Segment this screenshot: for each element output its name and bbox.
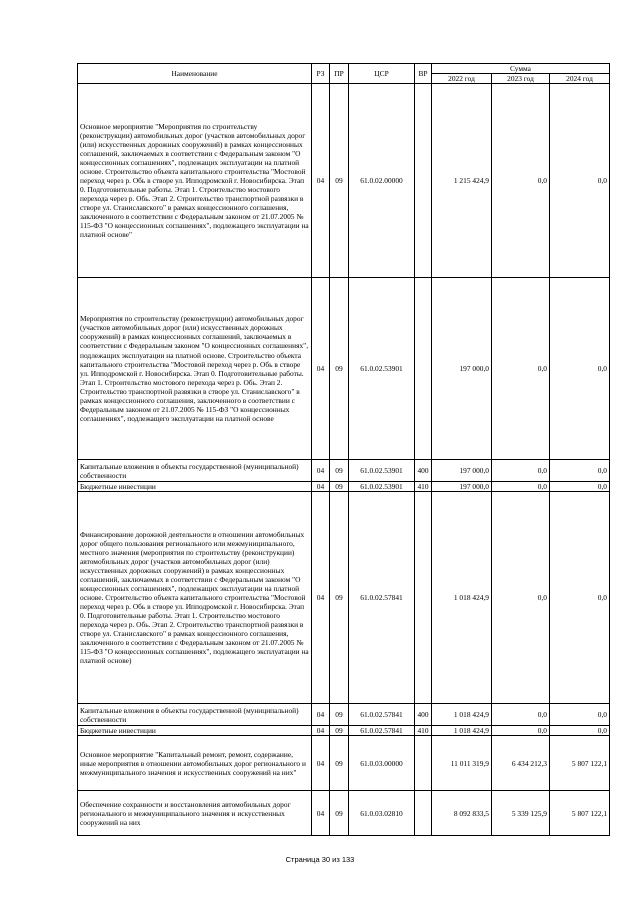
row-name: Основное мероприятие "Капитальный ремонт, ремонт, содержание, иные мероприятия в отношении автомобильных дорог регионального и межмуниципального значения и искусственных сооружений на них" [78,736,312,791]
row-vr: 410 [415,482,432,492]
row-pr: 09 [330,482,349,492]
table-row [78,704,610,726]
row-vr [415,492,432,704]
row-rz: 04 [312,460,330,482]
header-csr: ЦСР [349,64,415,84]
row-name: Капитальные вложения в объекты государственной (муниципальной) собственности [78,460,312,482]
row-sum-2024: 0,0 [550,460,610,482]
row-vr: 400 [415,704,432,726]
table-row [78,726,610,736]
header-rz: РЗ [312,64,330,84]
row-name: Бюджетные инвестиции [78,482,312,492]
row-vr: 410 [415,726,432,736]
row-rz: 04 [312,482,330,492]
row-pr: 09 [330,460,349,482]
row-name: Финансирование дорожной деятельности в отношении автомобильных дорог общего пользования регионального или межмуниципального, местного значения (мероприятия по строительству (реконструкции) автомобильных дорог (участков автомобильных дорог (или) искусственных дорожных сооружений) в рамках концессионных соглашений, заключаемых в соответствии с Федеральным законом "О концессионных соглашениях", подлежащих эксплуатации на платной основе. Строительство объекта капитального строительства "Мостовой переход через р. Обь в створе ул. Ипподромской г. Новосибирска. Этап 0. Подготовительные работы. Этап 1. Строительство мостового перехода через р. Обь. Этап 2. Строительство транспортной развязки в створе ул. Станиславского" в рамках концессионного соглашения, заключенного в соответствии с Федеральным законом от 21.07.2005 № 115-ФЗ "О концессионных соглашениях", подлежащего эксплуатации на платной основе) [78,492,312,704]
row-sum-2022: 8 092 833,5 [432,791,492,836]
row-sum-2022: 1 215 424,9 [432,84,492,278]
header-sum: Сумма [432,64,610,74]
row-sum-2024: 0,0 [550,278,610,460]
header-year-2023: 2023 год [492,74,550,84]
row-name: Обеспечение сохранности и восстановления автомобильных дорог регионального и межмуниципального значения и искусственных сооружений на них [78,791,312,836]
row-sum-2023: 0,0 [492,726,550,736]
row-rz: 04 [312,791,330,836]
row-rz: 04 [312,736,330,791]
row-name: Мероприятия по строительству (реконструкции) автомобильных дорог (участков автомобильных дорог (или) искусственных дорожных сооружений) в рамках концессионных соглашений, заключаемых в соответствии с Федеральным законом "О концессионных соглашениях", подлежащих эксплуатации на платной основе. Строительство объекта капитального строительства "Мостовой переход через р. Обь в створе ул. Ипподромской г. Новосибирска. Этап 0. Подготовительные работы. Этап 1. Строительство мостового перехода через р. Обь. Этап 2. Строительство транспортной развязки в створе ул. Станиславского" в рамках концессионного соглашения, заключенного в соответствии с Федеральным законом от 21.07.2005 № 115-ФЗ "О концессионных соглашениях", подлежащего эксплуатации на платной основе [78,278,312,460]
row-csr: 61.0.03.00000 [349,736,415,791]
row-csr: 61.0.02.53901 [349,460,415,482]
row-csr: 61.0.03.02810 [349,791,415,836]
row-name: Капитальные вложения в объекты государственной (муниципальной) собственности [78,704,312,726]
row-vr [415,278,432,460]
row-sum-2023: 0,0 [492,278,550,460]
table-row [78,460,610,482]
row-csr: 61.0.02.53901 [349,482,415,492]
row-sum-2023: 0,0 [492,482,550,492]
row-pr: 09 [330,704,349,726]
row-sum-2023: 5 339 125,9 [492,791,550,836]
header-year-2024: 2024 год [550,74,610,84]
row-rz: 04 [312,726,330,736]
row-sum-2022: 197 000,0 [432,482,492,492]
row-sum-2022: 197 000,0 [432,278,492,460]
table-row [78,278,610,460]
row-sum-2024: 0,0 [550,726,610,736]
row-name: Бюджетные инвестиции [78,726,312,736]
header-vr: ВР [415,64,432,84]
row-vr [415,791,432,836]
header-name: Наименование [78,64,312,84]
header-year-2022: 2022 год [432,74,492,84]
row-sum-2023: 6 434 212,3 [492,736,550,791]
row-sum-2022: 1 018 424,9 [432,492,492,704]
row-sum-2023: 0,0 [492,460,550,482]
row-sum-2024: 0,0 [550,704,610,726]
row-csr: 61.0.02.00000 [349,84,415,278]
row-rz: 04 [312,278,330,460]
row-sum-2024: 5 807 122,1 [550,791,610,836]
row-sum-2022: 1 018 424,9 [432,726,492,736]
row-sum-2023: 0,0 [492,704,550,726]
row-csr: 61.0.02.53901 [349,278,415,460]
budget-table [77,63,610,836]
row-csr: 61.0.02.57841 [349,492,415,704]
row-vr [415,736,432,791]
row-sum-2022: 1 018 424,9 [432,704,492,726]
table-row [78,736,610,791]
row-sum-2024: 5 807 122,1 [550,736,610,791]
row-sum-2024: 0,0 [550,84,610,278]
table-row [78,492,610,704]
table-row [78,84,610,278]
row-pr: 09 [330,736,349,791]
row-rz: 04 [312,84,330,278]
row-rz: 04 [312,492,330,704]
row-name: Основное мероприятие "Мероприятия по строительству (реконструкции) автомобильных дорог (участков автомобильных дорог (или) искусственных дорожных сооружений) в рамках концессионных соглашений, заключаемых в соответствии с Федеральным законом "О концессионных соглашениях", подлежащих эксплуатации на платной основе. Строительство объекта капитального строительства "Мостовой переход через р. Обь в створе ул. Ипподромской г. Новосибирска. Этап 0. Подготовительные работы. Этап 1. Строительство мостового перехода через р. Обь. Этап 2. Строительство транспортной развязки в створе ул. Станиславского" в рамках концессионного соглашения, заключенного в соответствии с Федеральным законом от 21.07.2005 № 115-ФЗ "О концессионных соглашениях", подлежащего эксплуатации на платной основе" [78,84,312,278]
header-pr: ПР [330,64,349,84]
row-csr: 61.0.02.57841 [349,704,415,726]
row-pr: 09 [330,726,349,736]
row-pr: 09 [330,84,349,278]
row-sum-2024: 0,0 [550,492,610,704]
row-csr: 61.0.02.57841 [349,726,415,736]
page-number: Страница 30 из 133 [285,855,355,864]
row-vr [415,84,432,278]
row-sum-2023: 0,0 [492,492,550,704]
row-vr: 400 [415,460,432,482]
row-sum-2022: 197 000,0 [432,460,492,482]
row-pr: 09 [330,278,349,460]
row-sum-2023: 0,0 [492,84,550,278]
row-sum-2024: 0,0 [550,482,610,492]
row-pr: 09 [330,492,349,704]
row-pr: 09 [330,791,349,836]
table-row [78,791,610,836]
row-sum-2022: 11 011 319,9 [432,736,492,791]
table-row [78,482,610,492]
row-rz: 04 [312,704,330,726]
